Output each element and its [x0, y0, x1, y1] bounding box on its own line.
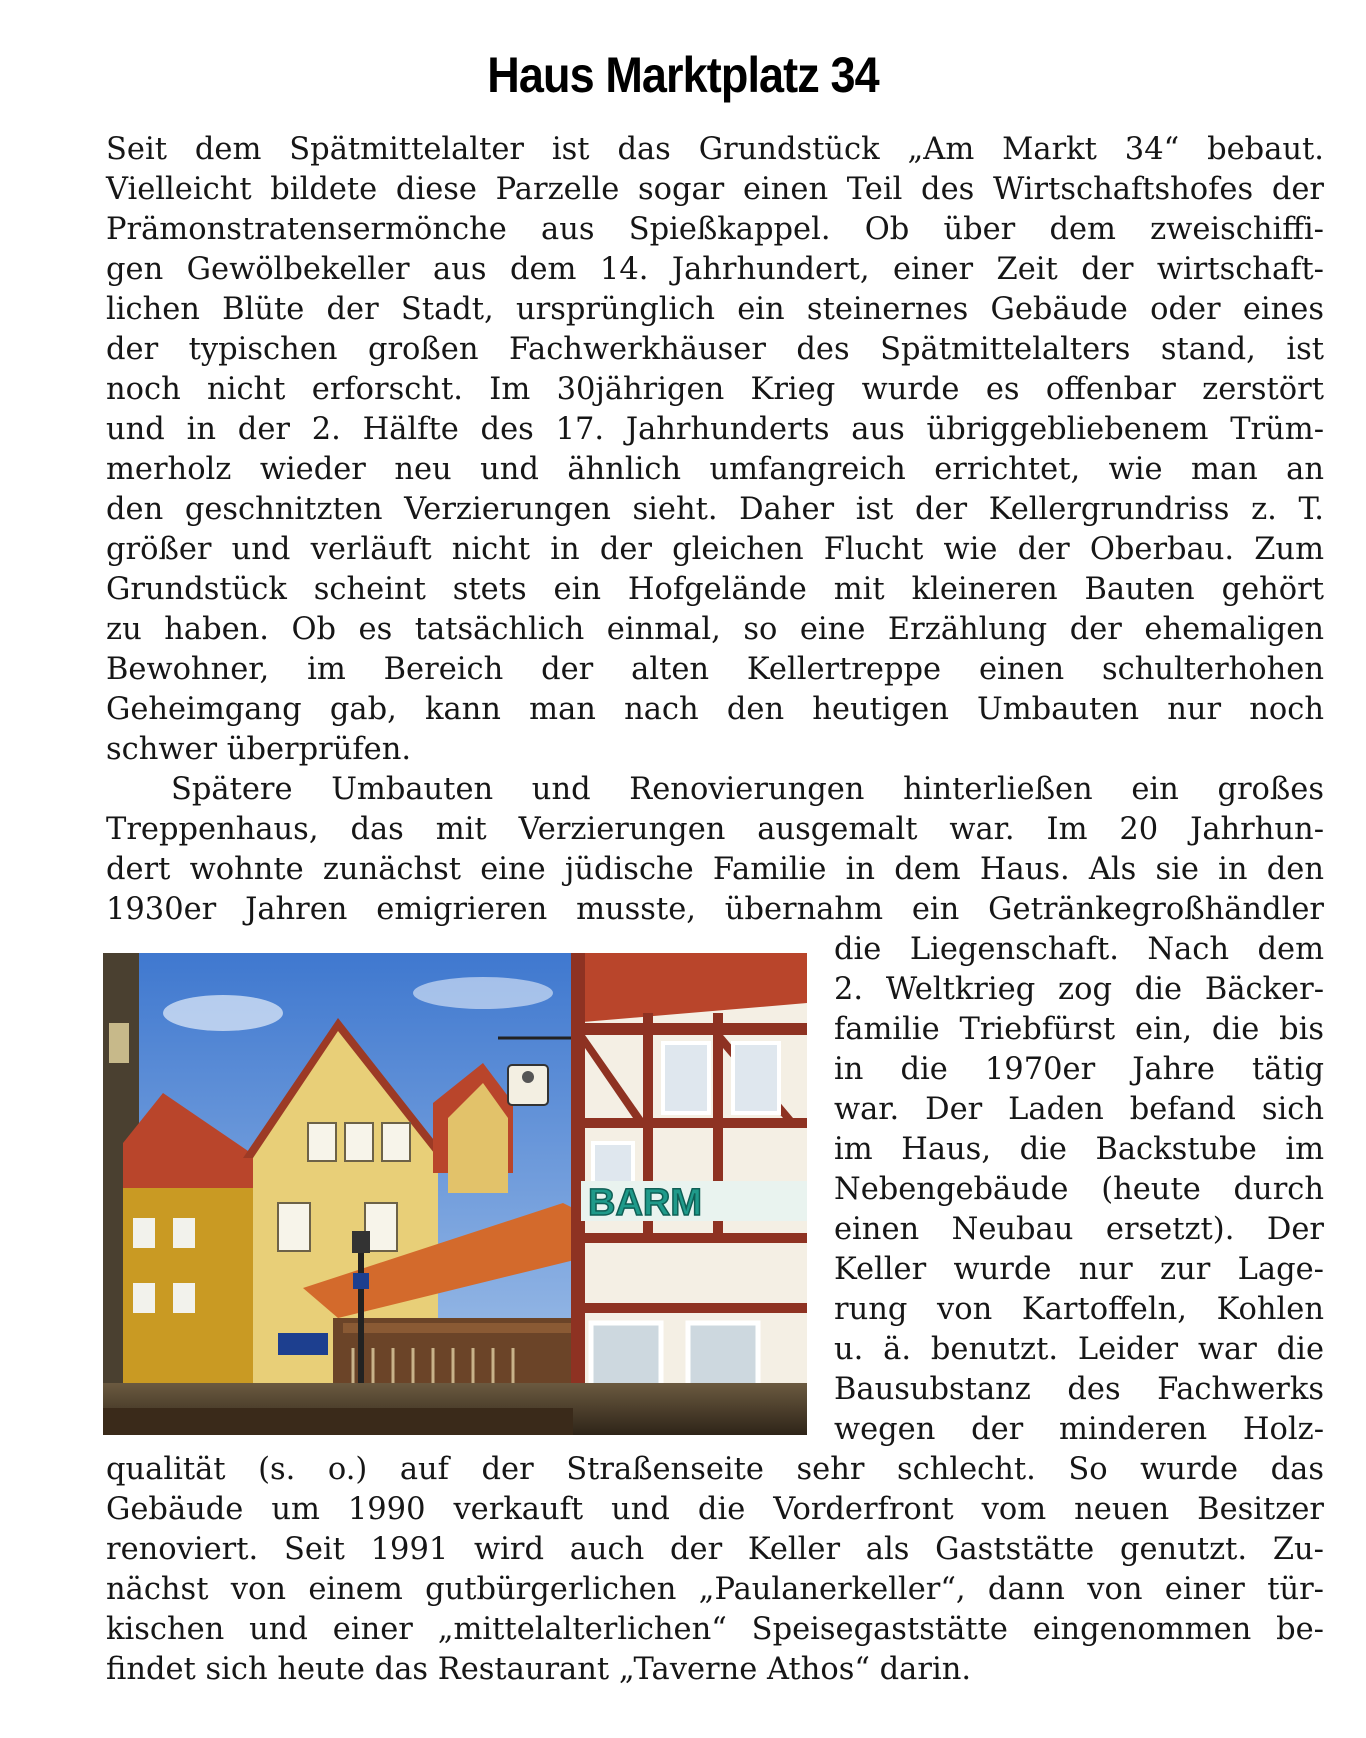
text-line: Prämonstratensermönche aus Spießkappel. Ob über dem zweischiffi- — [106, 212, 1324, 247]
text-line: zu haben. Ob es tatsächlich einmal, so eine Erzählung der ehemaligen — [106, 612, 1324, 647]
text-line: lichen Blüte der Stadt, ursprünglich ein steinernes Gebäude oder eines — [106, 292, 1324, 327]
text-line: im Haus, die Backstube im — [834, 1132, 1324, 1167]
text-line: noch nicht erforscht. Im 30jährigen Krieg wurde es offenbar zerstört — [106, 372, 1324, 407]
street-photo — [103, 953, 807, 1435]
text-line: größer und verläuft nicht in der gleichen Flucht wie der Oberbau. Zum — [106, 532, 1324, 567]
text-line: schwer überprüfen. — [106, 732, 412, 767]
text-line: in die 1970er Jahre tätig — [834, 1052, 1324, 1087]
text-line: und in der 2. Hälfte des 17. Jahrhunderts aus übriggebliebenem Trüm- — [106, 412, 1324, 447]
text-line: der typischen großen Fachwerkhäuser des Spätmittelalters stand, ist — [106, 332, 1324, 367]
text-line: dert wohnte zunächst eine jüdische Familie in dem Haus. Als sie in den — [106, 852, 1324, 887]
text-line: Bausubstanz des Fachwerks — [834, 1372, 1324, 1407]
text-line: familie Triebfürst ein, die bis — [834, 1012, 1324, 1047]
text-line: qualität (s. o.) auf der Straßenseite sehr schlecht. So wurde das — [106, 1452, 1324, 1487]
text-line: Geheimgang gab, kann man nach den heutigen Umbauten nur noch — [106, 692, 1324, 727]
text-line: u. ä. benutzt. Leider war die — [834, 1332, 1324, 1367]
text-line: einen Neubau ersetzt). Der — [834, 1212, 1324, 1247]
text-line: 2. Weltkrieg zog die Bäcker- — [834, 972, 1324, 1007]
text-line: Spätere Umbauten und Renovierungen hinterließen ein großes — [171, 772, 1324, 807]
text-line: kischen und einer „mittelalterlichen“ Speisegaststätte eingenommen be- — [106, 1612, 1324, 1647]
text-line: die Liegenschaft. Nach dem — [834, 932, 1324, 967]
text-line: Gebäude um 1990 verkauft und die Vorderfront vom neuen Besitzer — [106, 1492, 1324, 1527]
text-line: rung von Kartoffeln, Kohlen — [834, 1292, 1324, 1327]
text-line: Keller wurde nur zur Lage- — [834, 1252, 1324, 1287]
page-title: Haus Marktplatz 34 — [487, 47, 879, 103]
text-line: Seit dem Spätmittelalter ist das Grundstück „Am Markt 34“ bebaut. — [106, 132, 1324, 167]
text-line: findet sich heute das Restaurant „Taverne Athos“ darin. — [106, 1652, 972, 1687]
text-line: merholz wieder neu und ähnlich umfangreich errichtet, wie man an — [106, 452, 1324, 487]
text-line: den geschnitzten Verzierungen sieht. Daher ist der Kellergrundriss z. T. — [106, 492, 1324, 527]
shop-sign-text: BARM — [588, 1182, 702, 1224]
text-line: war. Der Laden befand sich — [834, 1092, 1324, 1127]
text-line: nächst von einem gutbürgerlichen „Paulanerkeller“, dann von einer tür- — [106, 1572, 1324, 1607]
text-line: Grundstück scheint stets ein Hofgelände mit kleineren Bauten gehört — [106, 572, 1324, 607]
text-line: Bewohner, im Bereich der alten Kellertreppe einen schulterhohen — [106, 652, 1324, 687]
text-line: wegen der minderen Holz- — [834, 1412, 1324, 1447]
text-line: Vielleicht bildete diese Parzelle sogar einen Teil des Wirtschaftshofes der — [106, 172, 1324, 207]
text-line: renoviert. Seit 1991 wird auch der Keller als Gaststätte genutzt. Zu- — [106, 1532, 1324, 1567]
text-line: Treppenhaus, das mit Verzierungen ausgemalt war. Im 20 Jahrhun- — [106, 812, 1324, 847]
text-line: 1930er Jahren emigrieren musste, übernahm ein Getränkegroßhändler — [106, 892, 1324, 927]
text-line: gen Gewölbekeller aus dem 14. Jahrhundert, einer Zeit der wirtschaft- — [106, 252, 1324, 287]
text-line: Nebengebäude (heute durch — [834, 1172, 1324, 1207]
